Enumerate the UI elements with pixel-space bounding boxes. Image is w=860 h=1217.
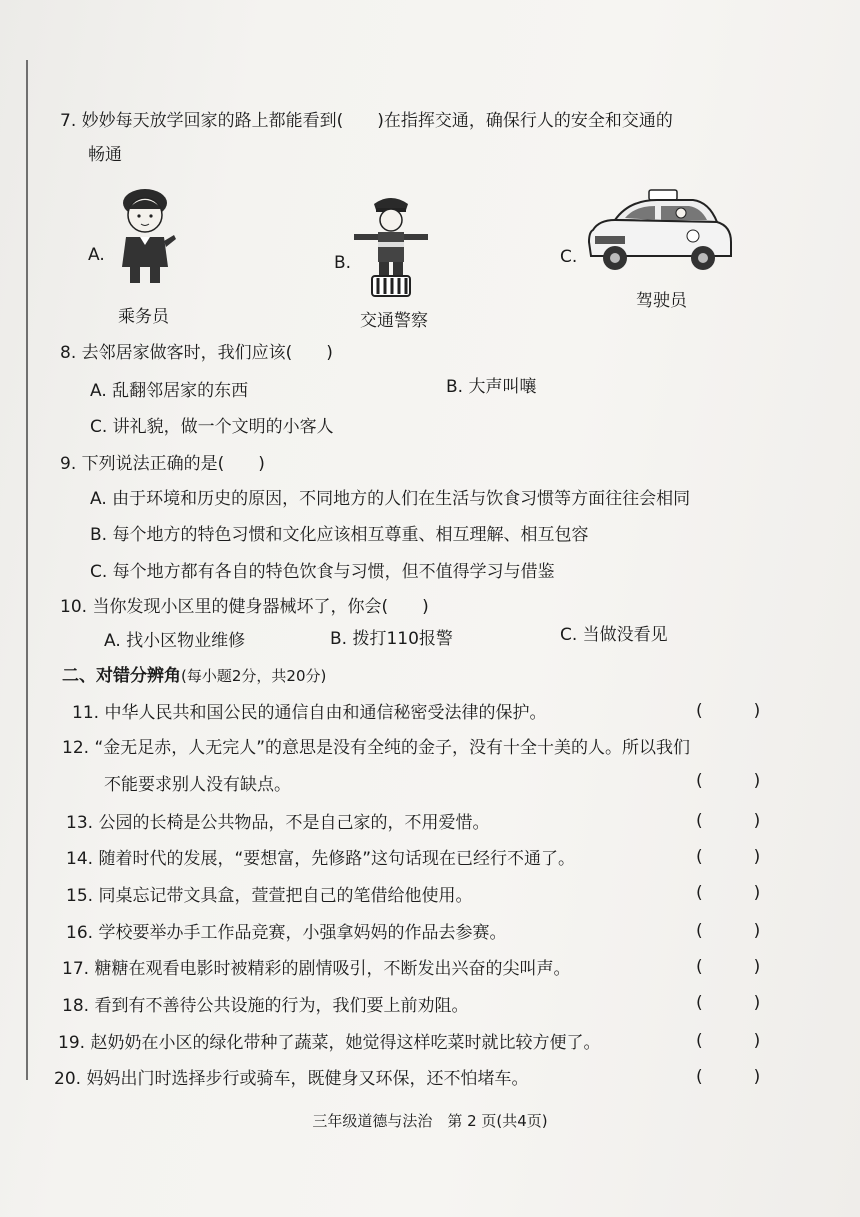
section-2-heading bbox=[62, 665, 326, 687]
answer-blank-17[interactable]: ( ) bbox=[696, 957, 761, 977]
option-8b: B. 大声叫嚷 bbox=[446, 377, 537, 397]
question-12-continuation: 不能要求别人没有缺点。 bbox=[104, 775, 291, 795]
question-16-text: 16. 学校要举办手工作品竞赛，小强拿妈妈的作品去参赛。 bbox=[66, 923, 507, 943]
answer-blank-11[interactable]: ( ) bbox=[696, 701, 761, 721]
option-7b-letter: B. bbox=[334, 253, 352, 273]
question-7-continuation: 畅通 bbox=[88, 145, 122, 165]
question-7-text: 7. 妙妙每天放学回家的路上都能看到( )在指挥交通，确保行人的安全和交通的 bbox=[60, 111, 673, 131]
answer-blank-19[interactable]: ( ) bbox=[696, 1031, 761, 1051]
page-margin-line bbox=[26, 60, 28, 1080]
option-7c-caption: 驾驶员 bbox=[636, 291, 687, 311]
answer-blank-18[interactable]: ( ) bbox=[696, 993, 761, 1013]
question-18-text: 18. 看到有不善待公共设施的行为，我们要上前劝阻。 bbox=[62, 996, 469, 1016]
question-17-text: 17. 糖糖在观看电影时被精彩的剧情吸引，不断发出兴奋的尖叫声。 bbox=[62, 959, 571, 979]
question-9-text: 9. 下列说法正确的是( ) bbox=[60, 454, 265, 474]
question-19-text: 19. 赵奶奶在小区的绿化带种了蔬菜，她觉得这样吃菜时就比较方便了。 bbox=[58, 1033, 601, 1053]
section-2-note: (每小题2分，共20分) bbox=[181, 667, 327, 685]
answer-blank-16[interactable]: ( ) bbox=[696, 921, 761, 941]
answer-blank-15[interactable]: ( ) bbox=[696, 883, 761, 903]
question-12-text: 12. “金无足赤，人无完人”的意思是没有全纯的金子，没有十全十美的人。所以我们 bbox=[62, 738, 691, 758]
option-7c-letter: C. bbox=[560, 247, 578, 267]
option-7a-letter: A. bbox=[88, 245, 105, 265]
flight-attendant-icon bbox=[108, 185, 182, 285]
question-15-text: 15. 同桌忘记带文具盒，萱萱把自己的笔借给他使用。 bbox=[66, 886, 473, 906]
question-13-text: 13. 公园的长椅是公共物品，不是自己家的，不用爱惜。 bbox=[66, 813, 490, 833]
option-9a: A. 由于环境和历史的原因，不同地方的人们在生活与饮食习惯等方面往往会相同 bbox=[90, 489, 691, 509]
option-7a-caption: 乘务员 bbox=[118, 307, 169, 327]
page-footer: 三年级道德与法治 第 2 页(共4页) bbox=[312, 1112, 548, 1130]
traffic-police-icon bbox=[346, 190, 436, 300]
answer-blank-20[interactable]: ( ) bbox=[696, 1067, 761, 1087]
answer-blank-13[interactable]: ( ) bbox=[696, 811, 761, 831]
option-10b: B. 拨打110报警 bbox=[330, 629, 453, 649]
section-2-title: 二、对错分辨角 bbox=[62, 666, 181, 686]
question-11-text: 11. 中华人民共和国公民的通信自由和通信秘密受法律的保护。 bbox=[72, 703, 547, 723]
question-20-text: 20. 妈妈出门时选择步行或骑车，既健身又环保，还不怕堵车。 bbox=[54, 1069, 529, 1089]
option-9c: C. 每个地方都有各自的特色饮食与习惯，但不值得学习与借鉴 bbox=[90, 562, 555, 582]
question-14-text: 14. 随着时代的发展，“要想富，先修路”这句话现在已经行不通了。 bbox=[66, 849, 576, 869]
option-10a: A. 找小区物业维修 bbox=[104, 631, 246, 651]
option-9b: B. 每个地方的特色习惯和文化应该相互尊重、相互理解、相互包容 bbox=[90, 525, 589, 545]
option-7b-caption: 交通警察 bbox=[360, 311, 428, 331]
question-10-text: 10. 当你发现小区里的健身器械坏了，你会( ) bbox=[60, 597, 429, 617]
taxi-driver-icon bbox=[585, 186, 735, 278]
option-10c: C. 当做没看见 bbox=[560, 625, 668, 645]
answer-blank-14[interactable]: ( ) bbox=[696, 847, 761, 867]
question-8-text: 8. 去邻居家做客时，我们应该( ) bbox=[60, 343, 333, 363]
option-8a: A. 乱翻邻居家的东西 bbox=[90, 381, 249, 401]
answer-blank-12[interactable]: ( ) bbox=[696, 771, 761, 791]
option-8c: C. 讲礼貌，做一个文明的小客人 bbox=[90, 417, 334, 437]
